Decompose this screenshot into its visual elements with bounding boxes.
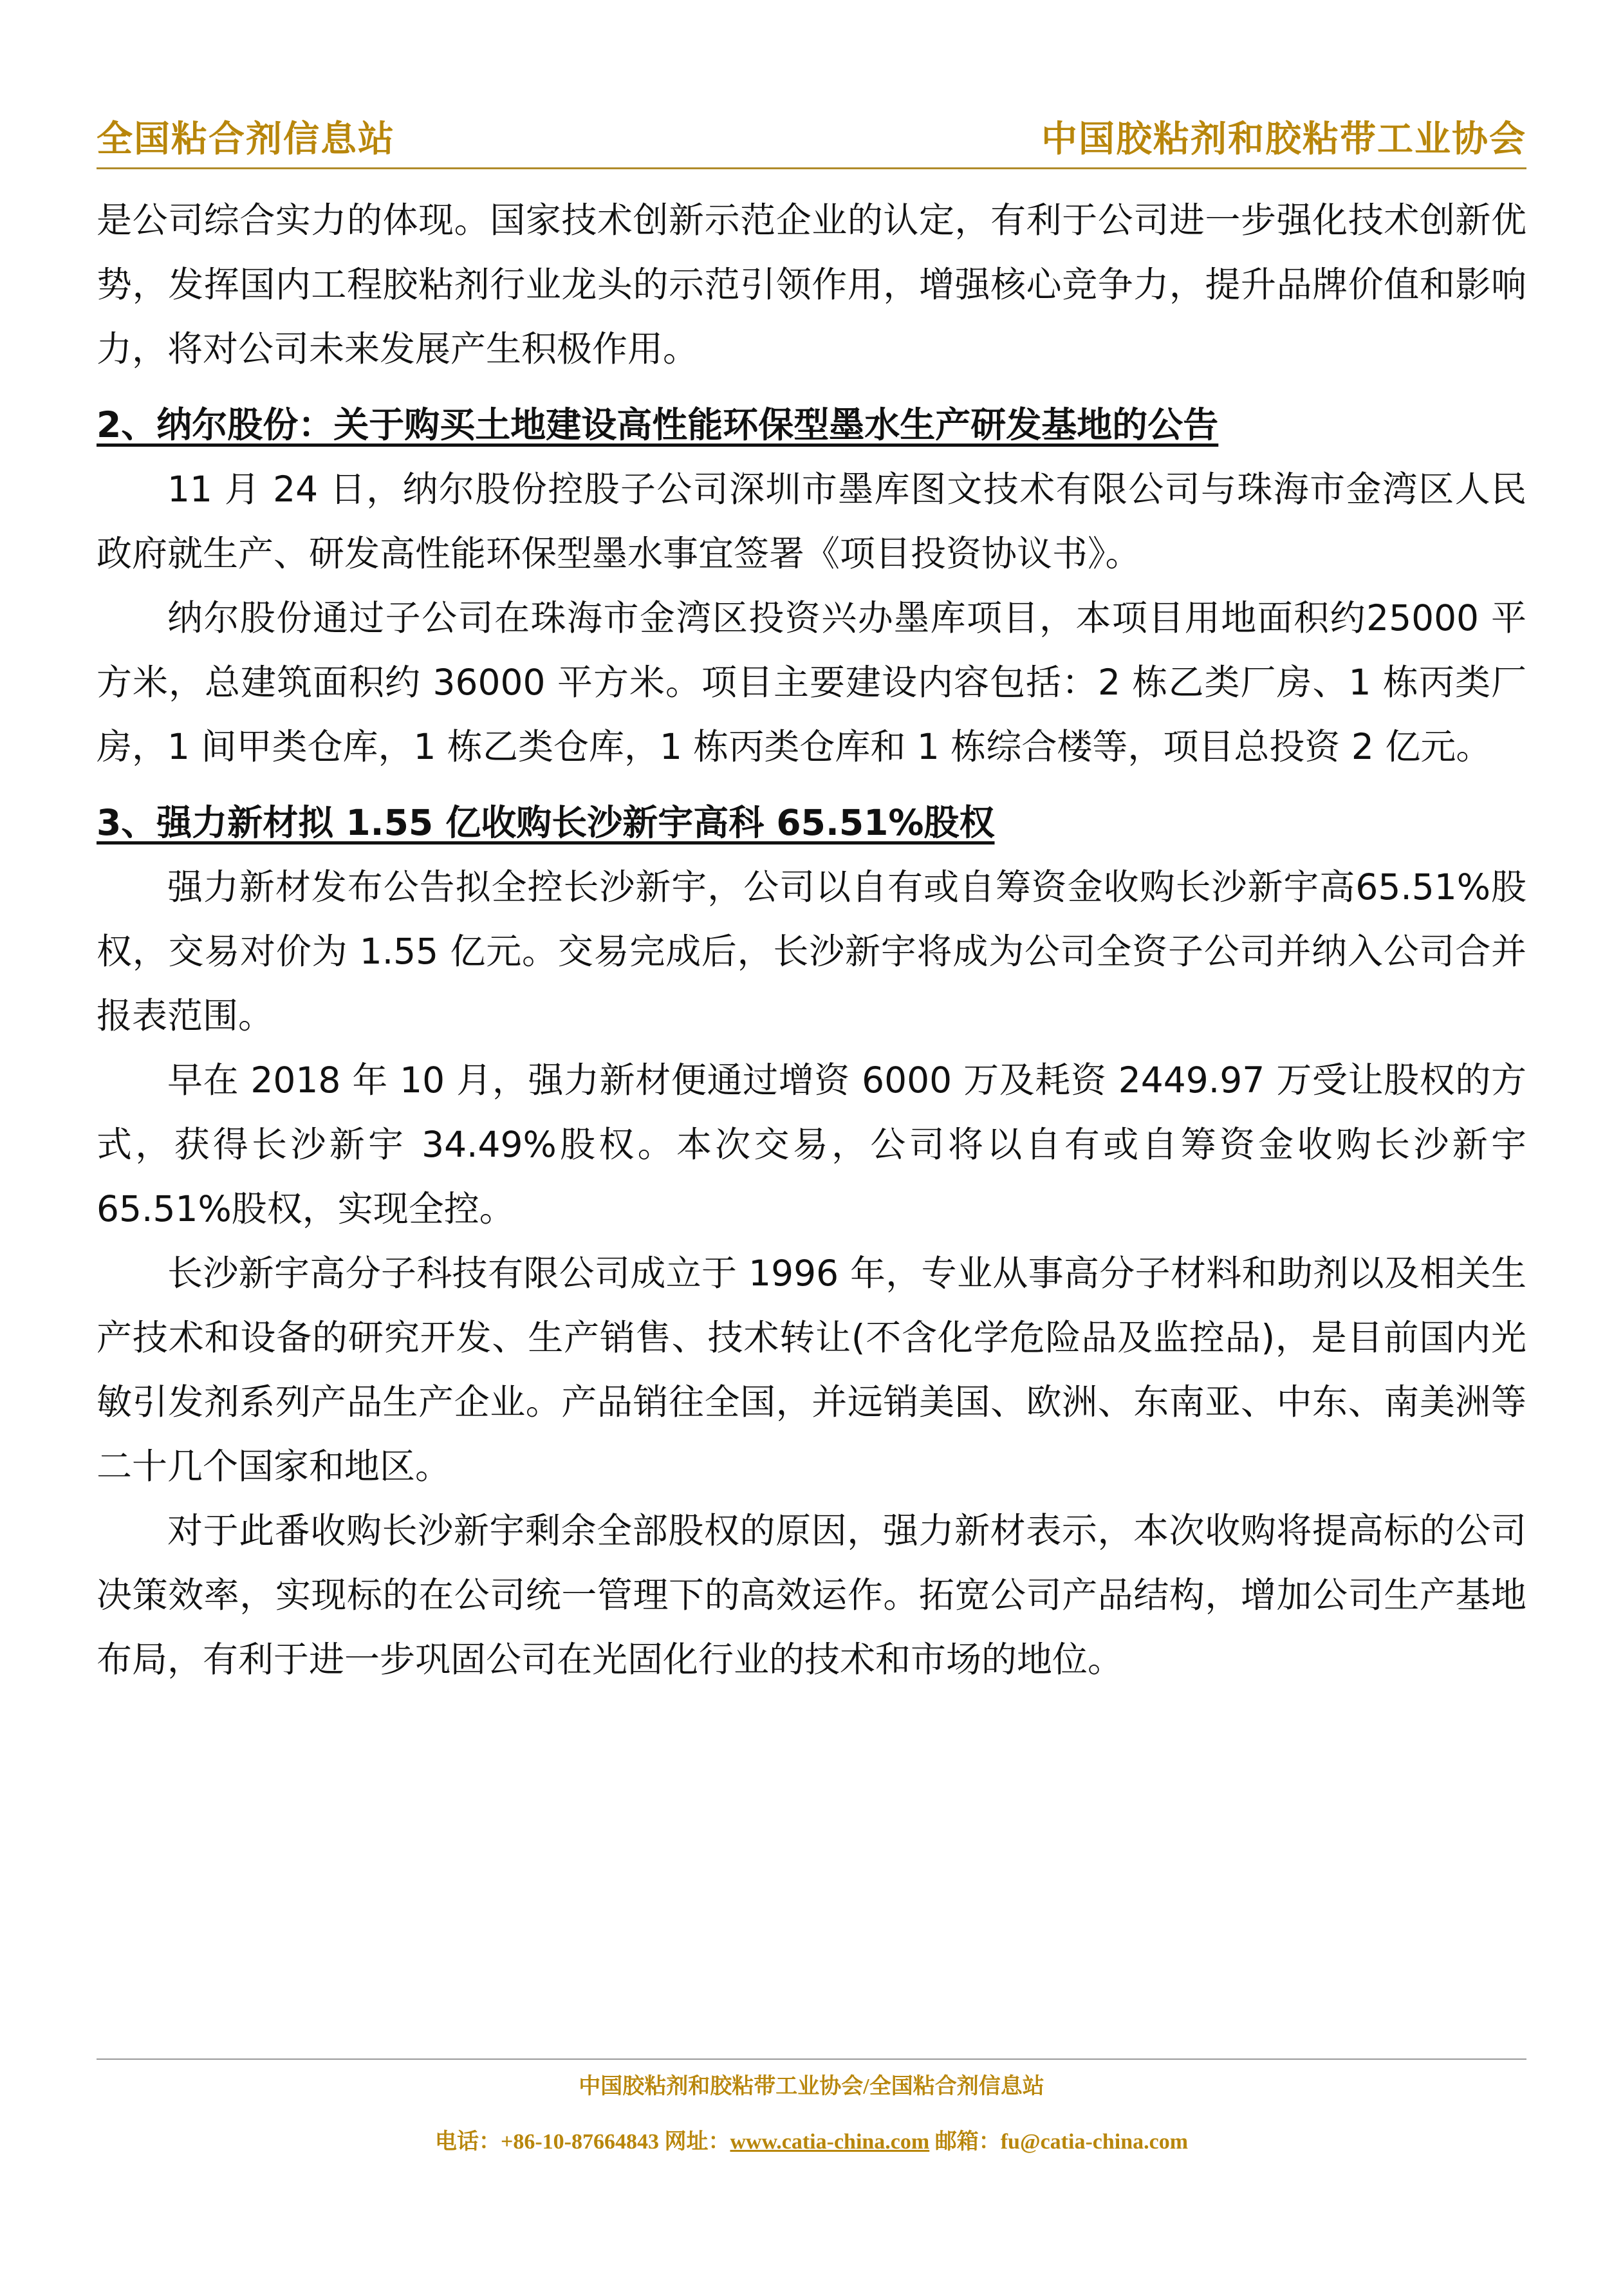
header-site-name: 全国粘合剂信息站 — [97, 118, 395, 160]
footer-web-label: 网址： — [658, 2130, 730, 2154]
section-3-heading: 3、强力新材拟 1.55 亿收购长沙新宇高科 65.51%股权 — [97, 802, 995, 843]
section-3-paragraph-1: 强力新材发布公告拟全控长沙新宇，公司以自有或自筹资金收购长沙新宇高65.51%股权，交易对价为 1.55 亿元。交易完成后，长沙新宇将成为公司全资子公司并纳入公司合并报表范围。 — [97, 866, 1526, 1036]
intro-paragraph: 是公司综合实力的体现。国家技术创新示范企业的认定，有利于公司进一步强化技术创新优势，发挥国内工程胶粘剂行业龙头的示范引领作用，增强核心竞争力，提升品牌价值和影响力，将对公司未来发展产生积极作用。 — [97, 200, 1526, 369]
footer-email-label: 邮箱： — [929, 2130, 1001, 2154]
section-2-paragraph-1: 11 月 24 日，纳尔股份控股子公司深圳市墨库图文技术有限公司与珠海市金湾区人民政府就生产、研发高性能环保型墨水事宜签署《项目投资协议书》。 — [97, 469, 1526, 574]
footer-contact — [0, 2123, 1623, 2161]
footer-phone: +86-10-87664843 — [500, 2130, 659, 2154]
footer-email-link[interactable]: fu@catia-china.com — [1000, 2130, 1189, 2154]
section-3-paragraph-2: 早在 2018 年 10 月，强力新材便通过增资 6000 万及耗资 2449.97 万受让股权的方式，获得长沙新宇 34.49%股权。本次交易，公司将以自有或自筹资金收购长沙新宇65.51%股权，实现全控。 — [97, 1059, 1526, 1229]
section-2-paragraph-2: 纳尔股份通过子公司在珠海市金湾区投资兴办墨库项目，本项目用地面积约25000 平方米，总建筑面积约 36000 平方米。项目主要建设内容包括：2 栋乙类厂房、1 栋丙类厂房，1 间甲类仓库，1 栋乙类仓库，1 栋丙类仓库和 1 栋综合楼等，项目总投资 2 亿元。 — [97, 597, 1526, 767]
page-footer — [0, 2067, 1623, 2161]
section-2-heading: 2、纳尔股份：关于购买土地建设高性能环保型墨水生产研发基地的公告 — [97, 404, 1219, 445]
header-association-name: 中国胶粘剂和胶粘带工业协会 — [1041, 118, 1526, 160]
article-body — [97, 188, 1526, 1692]
footer-website-link[interactable]: www.catia-china.com — [730, 2130, 930, 2154]
section-3-paragraph-3: 长沙新宇高分子科技有限公司成立于 1996 年，专业从事高分子材料和助剂以及相关生产技术和设备的研究开发、生产销售、技术转让(不含化学危险品及监控品)，是目前国内光敏引发剂系列产品生产企业。产品销往全国，并远销美国、欧洲、东南亚、中东、南美洲等二十几个国家和地区。 — [97, 1253, 1526, 1487]
footer-phone-label: 电话： — [434, 2130, 501, 2154]
page-header — [97, 115, 1526, 169]
section-3-paragraph-4: 对于此番收购长沙新宇剩余全部股权的原因，强力新材表示，本次收购将提高标的公司决策效率，实现标的在公司统一管理下的高效运作。拓宽公司产品结构，增加公司生产基地布局，有利于进一步巩固公司在光固化行业的技术和市场的地位。 — [97, 1510, 1526, 1680]
footer-divider — [97, 2058, 1526, 2060]
footer-org: 中国胶粘剂和胶粘带工业协会/全国粘合剂信息站 — [579, 2075, 1044, 2098]
